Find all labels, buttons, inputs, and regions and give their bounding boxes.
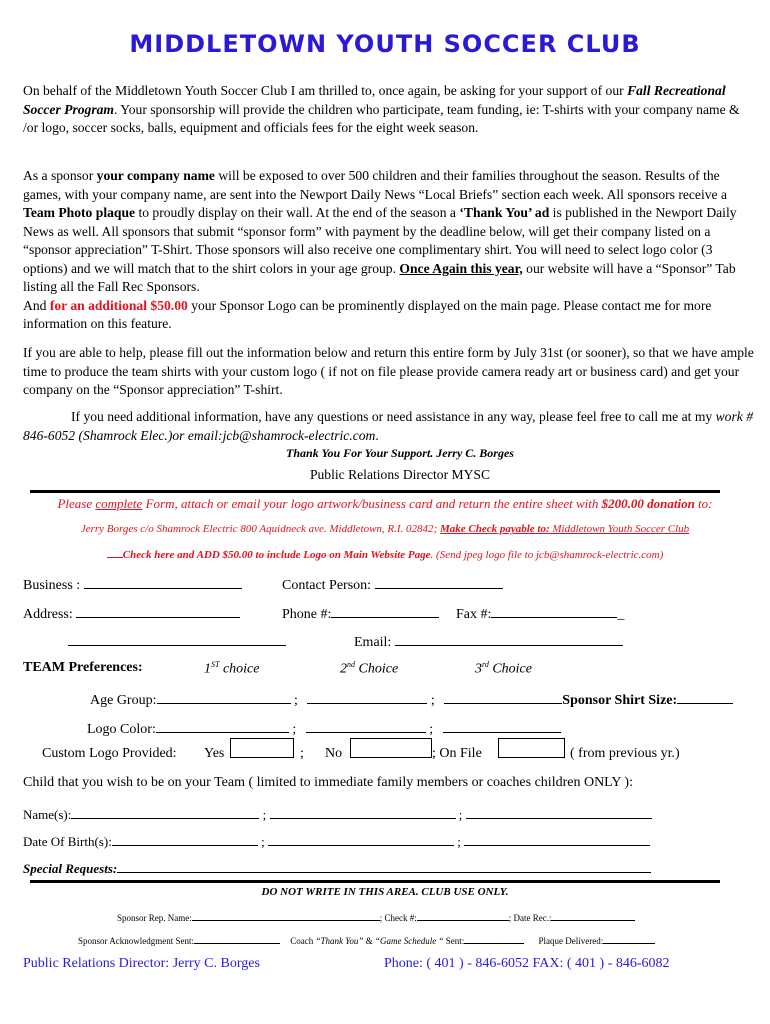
date-received-field[interactable]: [551, 911, 635, 921]
phone-row: [282, 603, 439, 623]
special-requests-field[interactable]: [117, 858, 651, 873]
choice-3-text: Choice: [488, 661, 532, 677]
names-label: Name(s):: [23, 807, 72, 822]
contact-row: [282, 574, 503, 594]
contact-person-field[interactable]: [375, 574, 503, 589]
intro-text: On behalf of the Middletown Youth Soccer Club I am thrilled to, once again, be asking for your support of our: [23, 83, 624, 98]
intro-text: is published in the Newport Daily News as well. All sponsors that submit “sponsor form” with payment by the deadline below, will get their company listed on a “sponsor appreciation” T-Shirt. Those sponsors will also receive one complimentary shirt. You will need to select logo color (3 options) and we will match that to the shirt colors in your age group.: [23, 205, 737, 276]
club-use-heading: DO NOT WRITE IN THIS AREA. CLUB USE ONLY.: [261, 886, 509, 898]
intro-text: will be exposed to over 500 children and their families throughout the season. Results of the games, with your company name, are sent into the Newport Daily News “Local Briefs” section each week. All sponsors receive a: [23, 168, 728, 202]
website-logo-option: Check here and ADD $50.00 to include Logo on Main Website Page: [122, 549, 431, 561]
email-row: [354, 631, 623, 651]
address-label: Address:: [23, 607, 77, 622]
mailing-address: Jerry Borges c/o Shamrock Electric 800 Aquidneck ave. Middletown, R.I. 02842;: [80, 523, 440, 535]
choice-1-number: 1: [204, 661, 211, 677]
age-group-label: Age Group:: [90, 693, 157, 708]
fax-underscore: _: [617, 607, 625, 622]
address-row: [23, 603, 240, 623]
coach-and: &: [363, 936, 375, 946]
thank-you-ad-emphasis: ‘Thank You’ ad: [459, 205, 550, 220]
intro-text: .: [375, 427, 379, 443]
contact-work: work # 846-6052 (Shamrock Elec.)or email:jcb@shamrock-electric.com: [23, 409, 753, 443]
dob-field-1[interactable]: [112, 831, 258, 846]
payable-label: Make Check payable to:: [439, 523, 550, 535]
club-use-row-2: [78, 934, 655, 946]
acknowledgment-label: Sponsor Acknowledgment Sent:: [78, 936, 194, 946]
coach-sent-field[interactable]: [464, 934, 524, 944]
footer-phone: Phone: ( 401 ) - 846-6052 FAX: ( 401 ) - 846-6082: [384, 956, 670, 971]
instructions-text: complete: [95, 496, 143, 511]
divider: [30, 880, 720, 883]
choice-1-heading: [204, 660, 259, 678]
donation-amount: $200.00 donation: [601, 496, 695, 511]
special-requests-label: Special Requests:: [23, 861, 118, 876]
date-received-label: ; Date Rec.:: [508, 913, 552, 923]
once-again-emphasis: Once Again this year,: [399, 260, 523, 276]
website-logo-checkbox[interactable]: [107, 547, 123, 558]
separator: ;: [457, 834, 461, 849]
shirt-size-label: Sponsor Shirt Size:: [562, 693, 678, 708]
intro-text: As a sponsor: [23, 168, 97, 183]
dob-row: [23, 831, 650, 850]
choice-1-text: choice: [219, 661, 260, 677]
separator: ;: [292, 722, 297, 737]
choice-2-heading: [340, 660, 398, 678]
email-field[interactable]: [395, 631, 623, 646]
fax-field[interactable]: [491, 603, 617, 618]
dob-label: Date Of Birth(s):: [23, 834, 112, 849]
custom-logo-label: Custom Logo Provided:: [42, 746, 177, 761]
instructions-line-1: [0, 496, 770, 512]
business-label: Business :: [23, 578, 84, 593]
logo-color-label: Logo Color:: [87, 722, 156, 737]
choice-2-text: Choice: [355, 661, 399, 677]
age-group-choice-3[interactable]: [444, 689, 562, 704]
separator: ;: [430, 693, 435, 708]
child-instructions: Child that you wish to be on your Team ( limited to immediate family members or coaches children ONLY ):: [23, 775, 633, 790]
dob-field-2[interactable]: [268, 831, 454, 846]
rep-name-field[interactable]: [192, 911, 380, 921]
special-requests-row: [23, 858, 651, 877]
yes-label: Yes: [204, 746, 225, 761]
separator: ;: [429, 722, 434, 737]
age-group-choice-1[interactable]: [157, 689, 291, 704]
choice-3-number: 3: [475, 661, 482, 677]
instructions-text: Form, attach or email your logo artwork/business card and return the entire sheet with: [142, 496, 602, 511]
from-previous-label: ( from previous yr.): [570, 746, 680, 761]
age-group-row: [90, 689, 733, 709]
instructions-text: . (Send jpeg logo file to jcb@shamrock-electric.com): [430, 549, 664, 561]
intro-paragraph-2: [23, 167, 758, 334]
rep-name-label: Sponsor Rep. Name:: [117, 913, 192, 923]
instructions-line-3: [0, 547, 770, 561]
check-number-label: ; Check #:: [379, 913, 417, 923]
shirt-size-field[interactable]: [677, 689, 733, 704]
coach-sent-label: Sent:: [443, 936, 465, 946]
intro-text: And: [23, 297, 50, 313]
additional-fee-emphasis: for an additional $50.00: [49, 297, 188, 313]
logo-color-row: [87, 718, 561, 738]
choice-2-suffix: nd: [347, 660, 355, 669]
company-name-emphasis: your company name: [96, 168, 215, 183]
intro-text: our website will have a “Sponsor” Tab listing all the Fall Rec Sponsors.: [23, 260, 736, 294]
choice-1-suffix: ST: [211, 660, 220, 669]
choice-3-suffix: rd: [482, 660, 489, 669]
intro-text: your Sponsor Logo can be prominently displayed on the main page. Please contact me for more information on this feature.: [23, 297, 712, 331]
name-field-1[interactable]: [71, 804, 259, 819]
name-field-2[interactable]: [270, 804, 456, 819]
intro-text: to proudly display on their wall. At the end of the season a: [135, 205, 460, 220]
program-name: Fall Recreational Soccer Program: [23, 83, 726, 117]
name-field-3[interactable]: [466, 804, 652, 819]
business-field[interactable]: [84, 574, 242, 589]
club-use-row-1: [117, 911, 635, 923]
fax-row: [456, 603, 624, 623]
coach-label: Coach: [290, 936, 316, 946]
payable-to: Middletown Youth Soccer Club: [549, 523, 690, 535]
age-group-choice-2[interactable]: [307, 689, 427, 704]
separator: ;: [262, 807, 267, 822]
check-number-field[interactable]: [417, 911, 509, 921]
address-line-2: [68, 631, 286, 651]
divider: [30, 490, 720, 493]
no-label: No: [325, 746, 343, 761]
separator: ;: [300, 746, 304, 761]
choice-2-number: 2: [340, 661, 347, 677]
plaque-field[interactable]: [603, 934, 655, 944]
email-label: Email:: [354, 635, 395, 650]
signer-title: Public Relations Director MYSC: [309, 467, 491, 482]
on-file-label: ; On File: [432, 746, 482, 761]
team-preferences-label: TEAM Preferences:: [23, 660, 143, 675]
separator: ;: [294, 693, 298, 708]
yes-checkbox[interactable]: [230, 738, 294, 758]
instructions-line-2: [0, 523, 770, 535]
intro-paragraph-1: [23, 82, 758, 138]
page-title: MIDDLETOWN YOUTH SOCCER CLUB: [129, 30, 641, 58]
dob-field-3[interactable]: [464, 831, 650, 846]
intro-paragraph-4: [23, 408, 758, 445]
intro-text: If you need additional information, have any questions or need assistance in any way, please feel free to call me at my: [71, 409, 716, 424]
phone-field[interactable]: [331, 603, 439, 618]
no-checkbox[interactable]: [350, 738, 432, 758]
contact-label: Contact Person:: [282, 578, 375, 593]
plaque-label: Plaque Delivered:: [538, 936, 604, 946]
footer-director: Public Relations Director: Jerry C. Borges: [23, 956, 260, 971]
address-line-2-field[interactable]: [68, 631, 286, 646]
on-file-checkbox[interactable]: [498, 738, 565, 758]
logo-color-choice-2[interactable]: [306, 718, 426, 733]
business-row: [23, 574, 242, 594]
plaque-emphasis: Team Photo plaque: [23, 205, 136, 220]
address-field[interactable]: [76, 603, 240, 618]
logo-color-choice-3[interactable]: [443, 718, 561, 733]
choice-3-heading: [475, 660, 532, 678]
coach-schedule: “Game Schedule “: [374, 936, 444, 946]
acknowledgment-field[interactable]: [194, 934, 280, 944]
separator: ;: [261, 834, 265, 849]
intro-text: . Your sponsorship will provide the children who participate, team funding, ie: T-shirts with your company name & /or logo, soccer socks, balls, equipment and officials fees for the eight week season.: [23, 101, 740, 135]
coach-thank-you: “Thank You”: [315, 936, 364, 946]
instructions-text: to:: [694, 496, 713, 511]
fax-label: Fax #:: [456, 607, 492, 622]
instructions-text: Please: [57, 496, 96, 511]
logo-color-choice-1[interactable]: [156, 718, 289, 733]
separator: ;: [458, 807, 463, 822]
signature: Thank You For Your Support. Jerry C. Borges: [286, 446, 514, 460]
intro-paragraph-3: If you are able to help, please fill out the information below and return this entire form by July 31st (or sooner), so that we have ample time to produce the team shirts with your custom logo ( if not on file please provide camera ready art or business card) and get your company on the “Sponsor appreciation” T-shirt.: [23, 345, 754, 397]
names-row: [23, 804, 652, 823]
phone-label: Phone #:: [282, 607, 332, 622]
